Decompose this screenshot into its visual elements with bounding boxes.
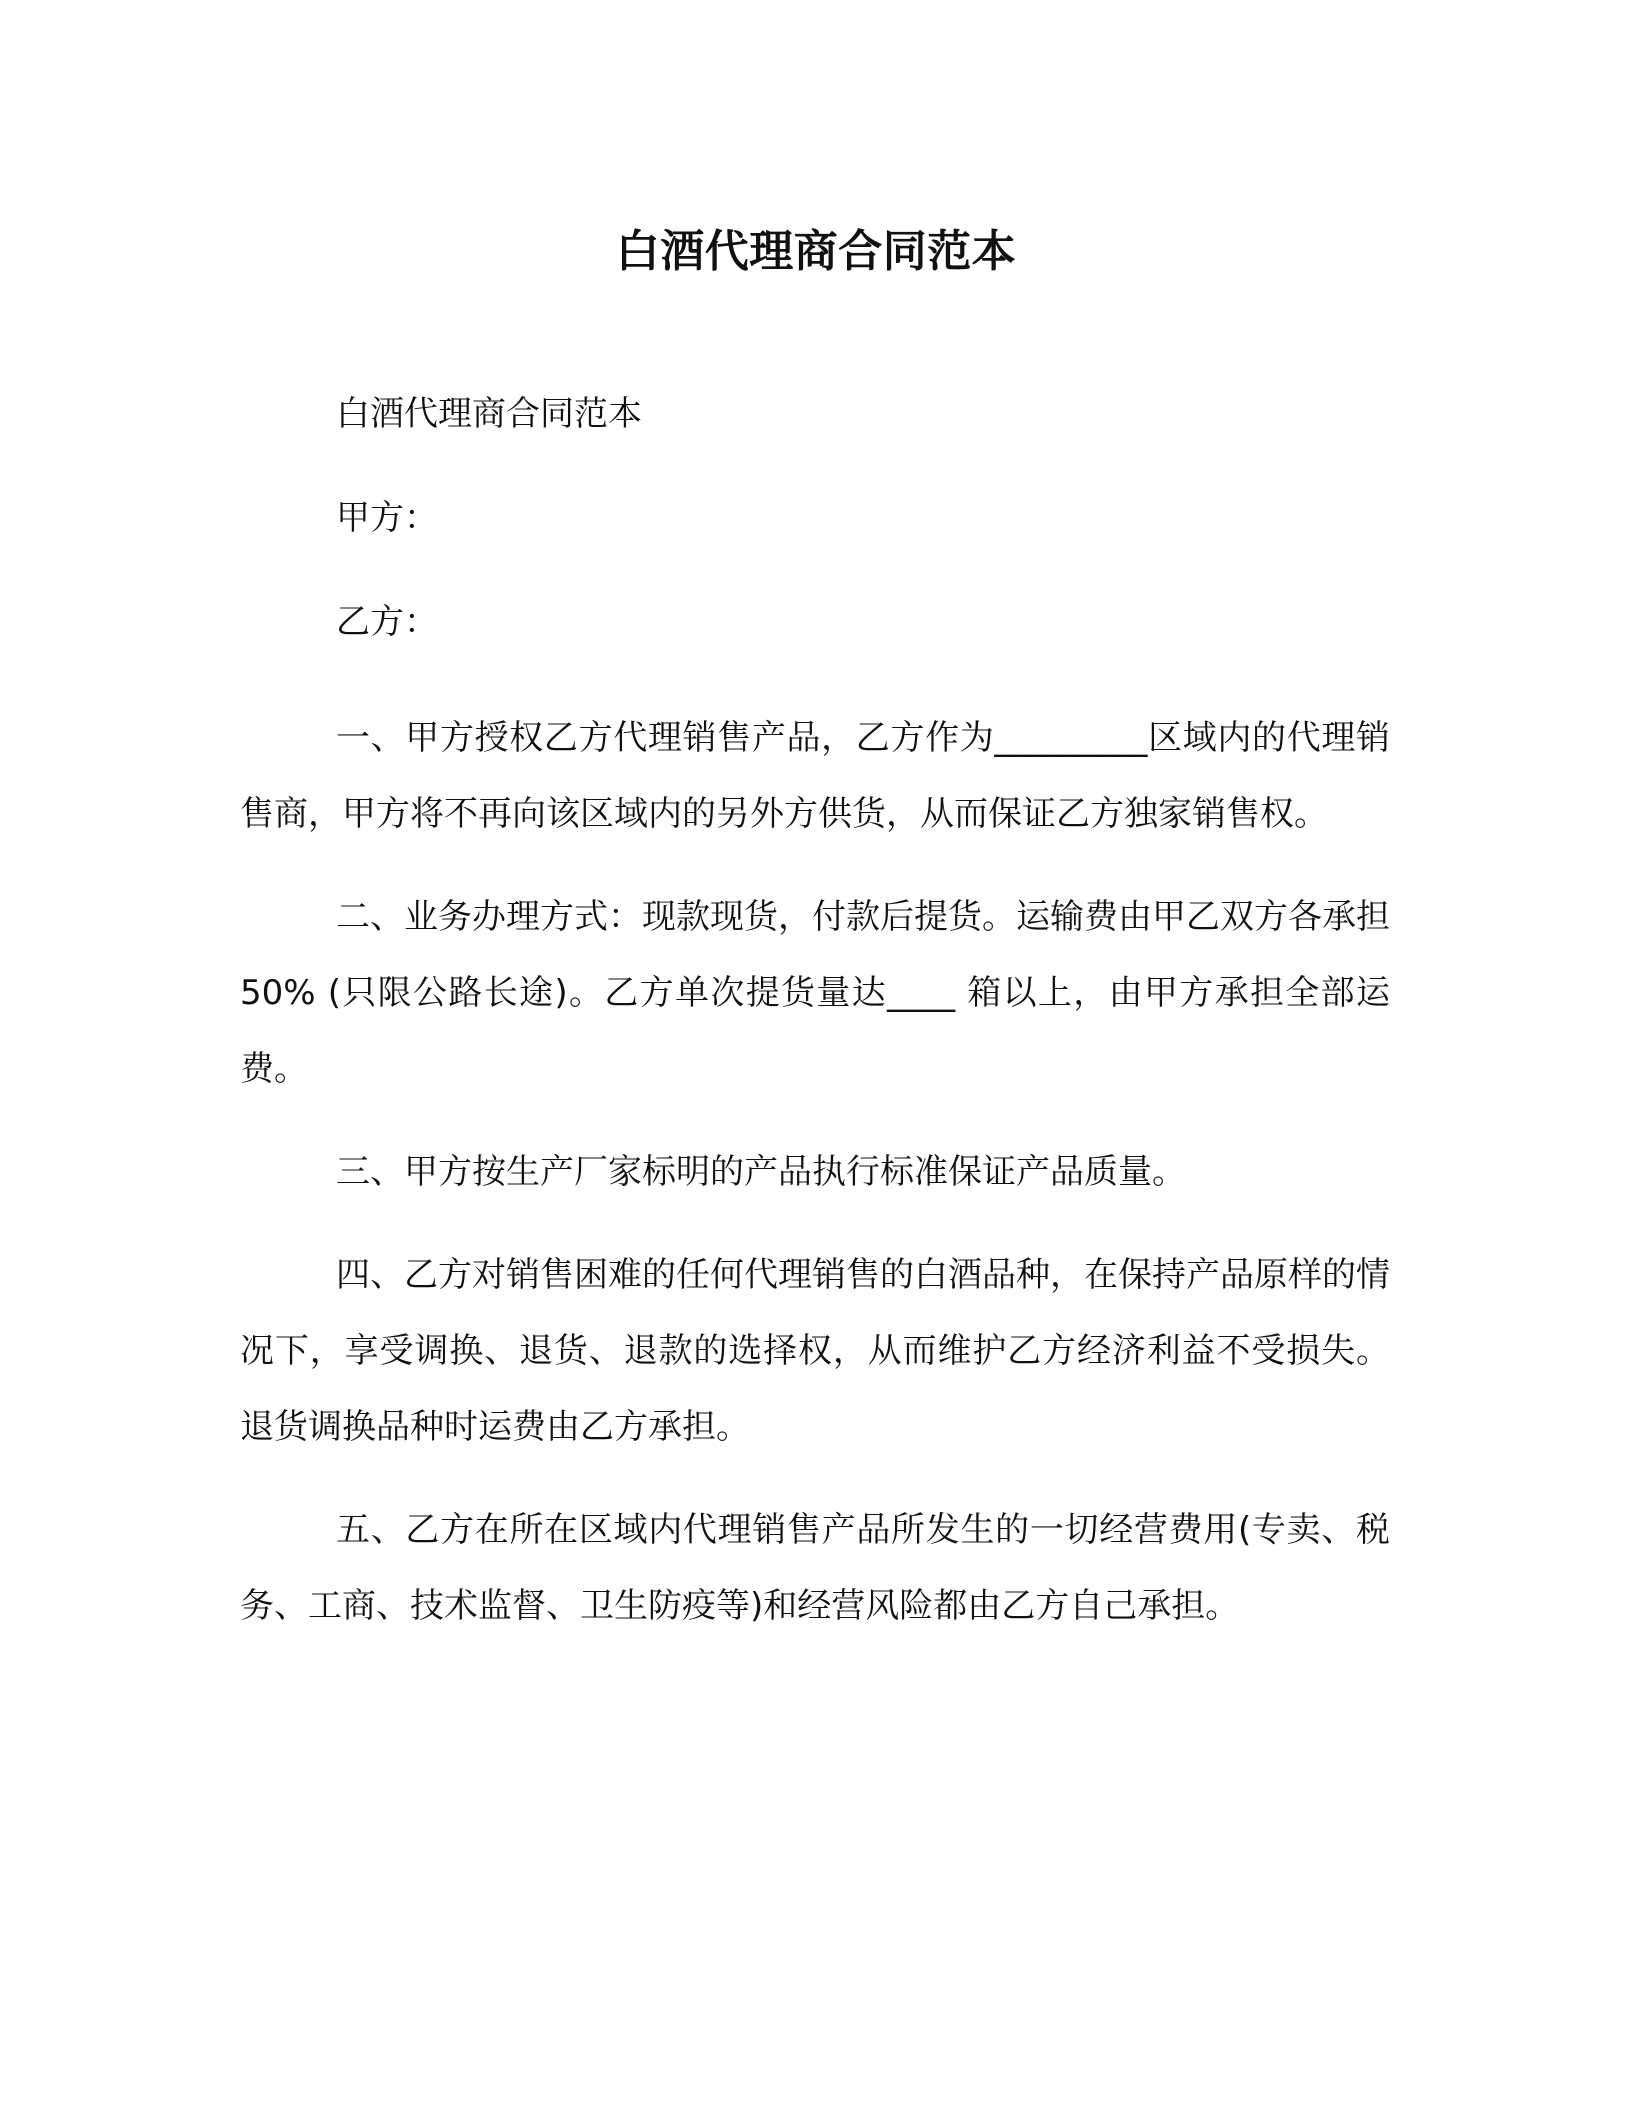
clause-2: 二、业务办理方式：现款现货，付款后提货。运输费由甲乙双方各承担 50% (只限公路长途)。乙方单次提货量达____ 箱以上，由甲方承担全部运费。 (240, 897, 1390, 1089)
document-title: 白酒代理商合同范本 (615, 226, 1017, 277)
clause-5: 五、乙方在所在区域内代理销售产品所发生的一切经营费用(专卖、税务、工商、技术监督、卫生防疫等)和经营风险都由乙方自己承担。 (240, 1510, 1390, 1626)
party-a-label: 甲方： (336, 498, 438, 538)
clause-3: 三、甲方按生产厂家标明的产品执行标准保证产品质量。 (336, 1152, 1186, 1192)
party-b-label: 乙方： (336, 602, 438, 642)
clause-4: 四、乙方对销售困难的任何代理销售的白酒品种，在保持产品原样的情况下，享受调换、退货、退款的选择权，从而维护乙方经济利益不受损失。退货调换品种时运费由乙方承担。 (240, 1255, 1390, 1447)
clause-1: 一、甲方授权乙方代理销售产品，乙方作为_________区域内的代理销售商，甲方将不再向该区域内的另外方供货，从而保证乙方独家销售权。 (240, 718, 1390, 834)
document-body (240, 388, 1390, 1671)
document-subtitle: 白酒代理商合同范本 (336, 394, 642, 434)
